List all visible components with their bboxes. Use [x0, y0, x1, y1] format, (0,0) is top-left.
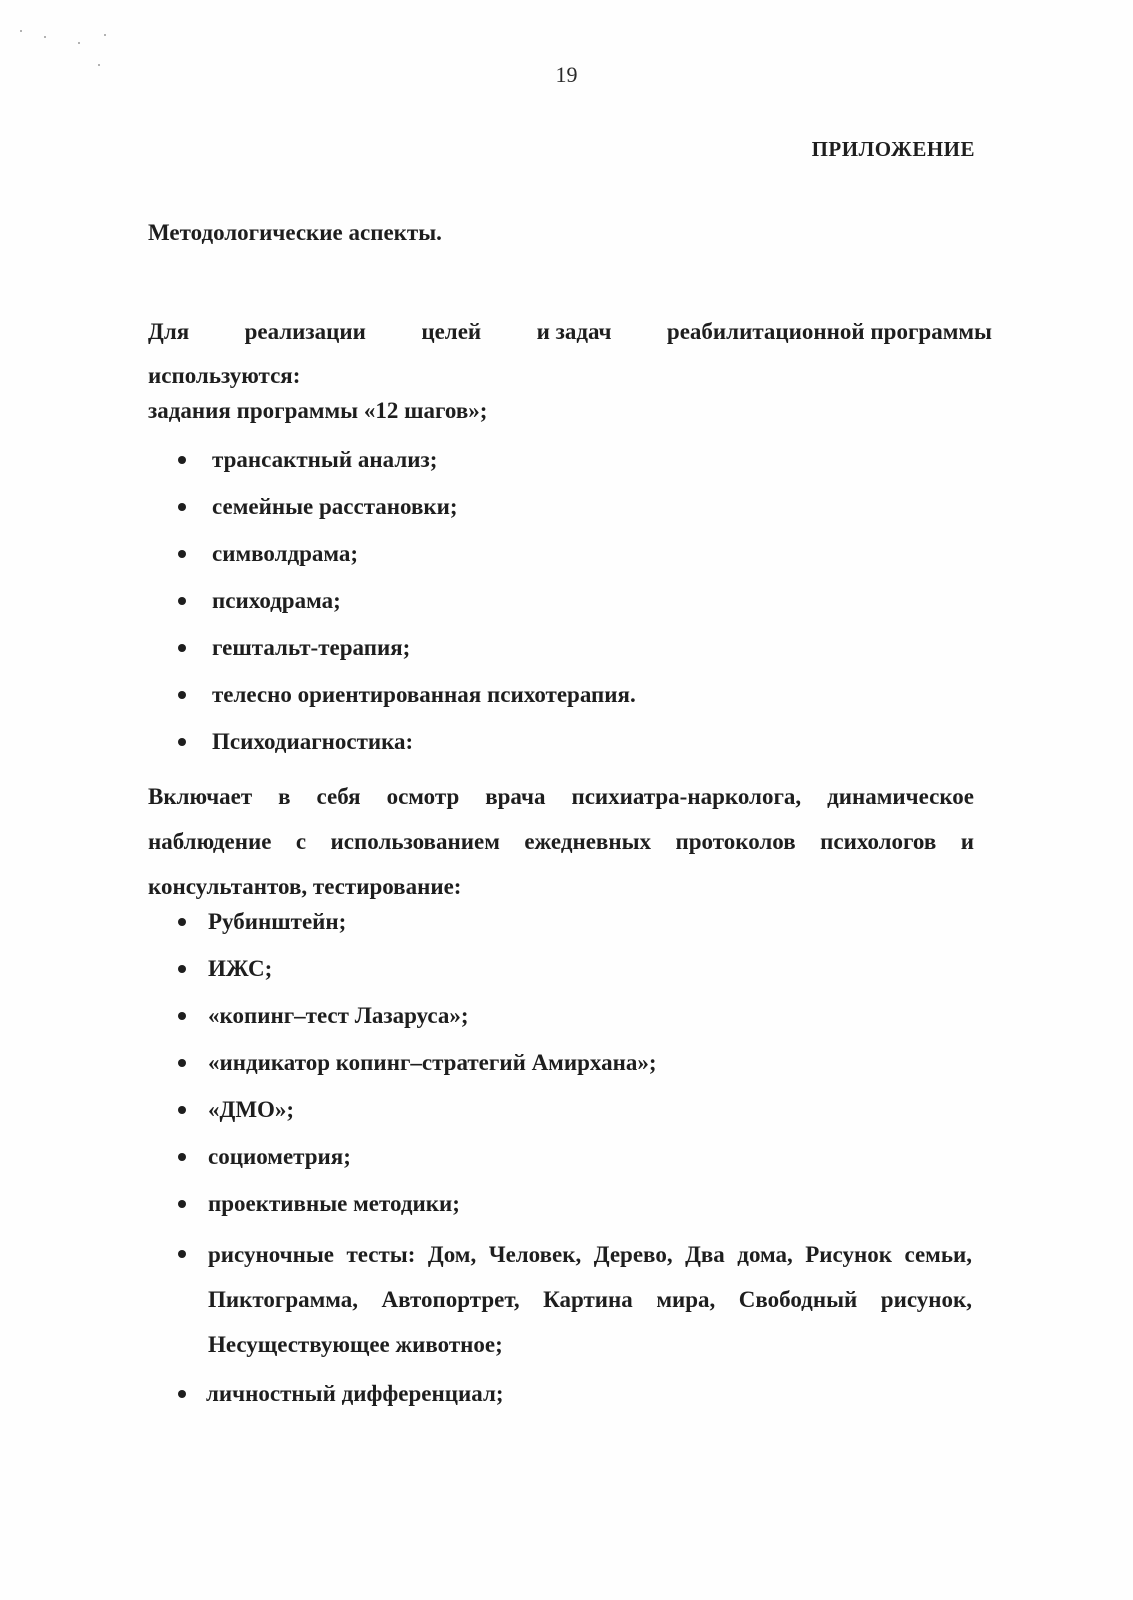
bullet-icon — [178, 644, 186, 652]
list-item: психодрама; — [0, 577, 636, 624]
bullet-icon — [178, 691, 186, 699]
intro-paragraph — [148, 310, 992, 398]
bullet-icon — [178, 1012, 186, 1020]
section-title: Методологические аспекты. — [148, 220, 442, 245]
intro-word: целей — [421, 319, 482, 344]
bullet-icon — [178, 550, 186, 558]
list-item: телесно ориентированная психотерапия. — [0, 671, 636, 718]
bullet-icon — [178, 456, 186, 464]
list-item: проективные методики; — [0, 1180, 657, 1227]
list-item: семейные расстановки; — [0, 483, 636, 530]
appendix-label: ПРИЛОЖЕНИЕ — [811, 137, 975, 161]
list-item: трансактный анализ; — [0, 436, 636, 483]
bullet-icon — [178, 1200, 186, 1208]
bullet-icon — [178, 1250, 186, 1258]
list-item: символдрама; — [0, 530, 636, 577]
page-number: 19 — [555, 62, 578, 87]
bullet-icon — [178, 965, 186, 973]
list-item: Психодиагностика: — [0, 718, 636, 765]
bullet-icon — [178, 1106, 186, 1114]
list-item: ИЖС; — [0, 945, 657, 992]
bullet-icon — [178, 597, 186, 605]
intro-word: реабилитационной программы — [666, 319, 992, 344]
list-item: гештальт-терапия; — [0, 624, 636, 671]
intro-line-2: используются: — [148, 363, 301, 388]
diagnostics-paragraph: Включает в себя осмотр врача психиатра-нарколога, динамическое наблюдение с использованием ежедневных протоколов психологов и консультантов, тестирование: — [148, 784, 974, 899]
bullet-icon — [178, 1153, 186, 1161]
twelve-steps-line: задания программы «12 шагов»; — [148, 398, 488, 423]
intro-word: и задач — [536, 319, 612, 344]
bullet-icon — [178, 503, 186, 511]
bullet-icon — [178, 1059, 186, 1067]
drawing-tests-text: рисуночные тесты: Дом, Человек, Дерево, Два дома, Рисунок семьи, Пиктограмма, Автопортрет, Картина мира, Свободный рисунок, Несуществующее животное; — [208, 1242, 972, 1357]
intro-word: реализации — [244, 319, 366, 344]
intro-line-1 — [148, 310, 992, 354]
list-item: «ДМО»; — [0, 1086, 657, 1133]
tests-list — [0, 898, 657, 1227]
methods-list — [0, 436, 636, 765]
list-item: социометрия; — [0, 1133, 657, 1180]
list-item: «индикатор копинг–стратегий Амирхана»; — [0, 1039, 657, 1086]
intro-word: Для — [148, 319, 190, 344]
list-item: Рубинштейн; — [0, 898, 657, 945]
list-item: «копинг–тест Лазаруса»; — [0, 992, 657, 1039]
bullet-icon — [178, 1390, 186, 1398]
bullet-icon — [178, 738, 186, 746]
personal-differential-text: личностный дифференциал; — [206, 1381, 504, 1406]
bullet-icon — [178, 918, 186, 926]
